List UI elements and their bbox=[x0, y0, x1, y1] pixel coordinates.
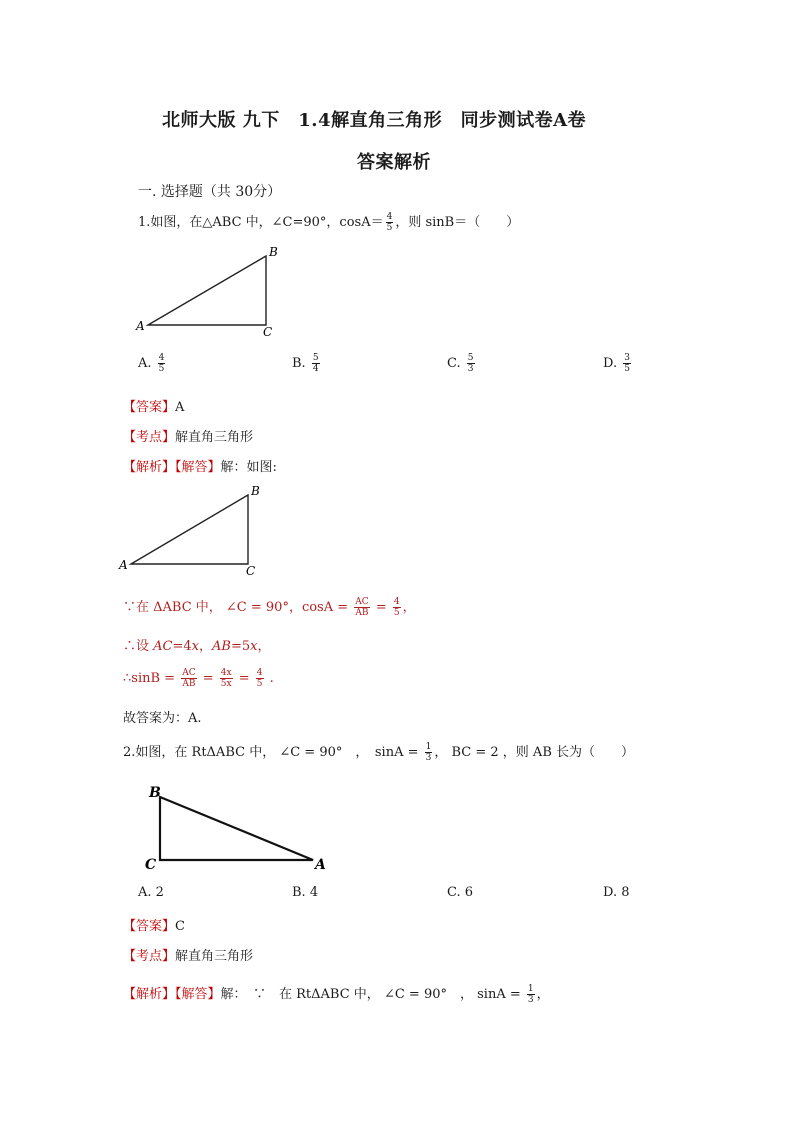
q2-option-c bbox=[447, 885, 473, 900]
q1-option-c-letter: C. bbox=[447, 356, 461, 371]
q1-line2-text-a: ∴设 bbox=[123, 639, 154, 654]
q1-stem-frac-num: 4 bbox=[386, 212, 393, 222]
q1-line2-text-d: =5 bbox=[230, 639, 251, 654]
q1-analysis-vertex-b: B bbox=[251, 484, 260, 498]
q2-vertex-b: B bbox=[149, 785, 161, 801]
q1-option-c-fraction bbox=[467, 353, 475, 374]
q1-option-a-fraction bbox=[158, 353, 166, 374]
q1-line1-frac1-den: AB bbox=[355, 608, 369, 618]
q2-option-c-letter: C. bbox=[447, 885, 461, 900]
q1-solution-line-3 bbox=[123, 668, 274, 689]
q2-option-a-letter: A. bbox=[138, 885, 152, 900]
q1-option-d-letter: D. bbox=[603, 356, 618, 371]
q1-analysis-triangle-figure bbox=[115, 482, 275, 582]
q1-option-b-fraction bbox=[312, 353, 320, 374]
q1-solution-line-2 bbox=[123, 635, 271, 654]
q1-line3-fraction-1 bbox=[181, 668, 196, 689]
q1-analysis-vertex-c: C bbox=[246, 564, 256, 578]
q1-line3-fraction-2 bbox=[220, 668, 233, 689]
q2-answer-tag: 【答案】 bbox=[123, 919, 176, 934]
q1-option-d bbox=[603, 353, 633, 374]
q1-line1-frac1-num: AC bbox=[355, 597, 369, 607]
q1-vertex-b: B bbox=[269, 245, 278, 259]
q1-line1-fraction-2 bbox=[393, 597, 401, 618]
document-title: 北师大版 九下 1.4解直角三角形 同步测试卷A卷 bbox=[162, 110, 587, 131]
q1-line3-end: . bbox=[269, 671, 274, 686]
q2-vertex-a: A bbox=[315, 857, 326, 873]
q1-option-c bbox=[447, 353, 477, 374]
q1-line1-frac2-den: 5 bbox=[393, 608, 400, 618]
q2-stem-fraction bbox=[425, 742, 433, 763]
q1-point-value: 解直角三角形 bbox=[175, 430, 254, 445]
document-subtitle: 答案解析 bbox=[357, 152, 431, 173]
q2-analysis-line bbox=[123, 983, 550, 1005]
q2-analysis-frac-num: 1 bbox=[527, 984, 534, 994]
q2-analysis-end: ， bbox=[536, 987, 550, 1002]
q1-line3-frac1-den: AB bbox=[182, 679, 196, 689]
q1-analysis-vertex-a: A bbox=[119, 558, 128, 572]
q2-stem-text-b: ， BC = 2 ，则 AB 长为（ ） bbox=[434, 745, 634, 760]
q1-answer-value: A bbox=[175, 400, 185, 415]
q2-option-d-letter: D. bbox=[603, 885, 618, 900]
q1-stem bbox=[138, 211, 519, 233]
q1-option-a-den: 5 bbox=[158, 364, 165, 374]
q2-option-a-value: 2 bbox=[155, 885, 164, 900]
q1-line3-frac3-num: 4 bbox=[256, 668, 263, 678]
q1-line2-ac: AC bbox=[153, 639, 173, 654]
q1-option-c-num: 5 bbox=[467, 353, 474, 363]
section-heading: 一. 选择题（共 30分） bbox=[138, 184, 282, 200]
q1-analysis-text: 解：如图: bbox=[220, 460, 277, 475]
q1-line3-fraction-3 bbox=[256, 668, 264, 689]
q2-option-b-letter: B. bbox=[292, 885, 306, 900]
q1-option-d-den: 5 bbox=[624, 364, 630, 374]
q1-answer-tag: 【答案】 bbox=[123, 400, 176, 415]
q1-option-b bbox=[292, 353, 322, 374]
q1-solution-line-1 bbox=[123, 596, 416, 618]
q2-point-tag: 【考点】 bbox=[123, 949, 176, 964]
q1-line1-frac2-num: 4 bbox=[393, 597, 400, 607]
q2-point-line bbox=[123, 945, 253, 964]
q2-analysis-fraction bbox=[527, 984, 535, 1005]
q1-option-a-letter: A. bbox=[138, 356, 152, 371]
q1-analysis-tag: 【解析】【解答】 bbox=[123, 460, 221, 475]
q2-stem-frac-num: 1 bbox=[425, 742, 432, 752]
q2-point-value: 解直角三角形 bbox=[175, 949, 254, 964]
q2-analysis-text: 解： ∵ 在 RtΔABC 中， ∠C = 90° ， sinA = bbox=[220, 987, 521, 1002]
q1-conclusion: 故答案为：A. bbox=[123, 711, 202, 726]
q1-line1-equals: = bbox=[375, 600, 387, 615]
q1-option-d-num: 3 bbox=[624, 353, 630, 363]
q2-analysis-tag: 【解析】【解答】 bbox=[123, 987, 221, 1002]
q1-line3-frac1-num: AC bbox=[182, 668, 196, 678]
q2-analysis-frac-den: 3 bbox=[527, 995, 534, 1005]
q1-line2-x2: x bbox=[250, 639, 258, 654]
q1-triangle-figure bbox=[130, 240, 290, 345]
q1-analysis-triangle-shape bbox=[131, 495, 248, 564]
q1-option-d-fraction bbox=[623, 353, 631, 374]
q2-answer-line bbox=[123, 915, 185, 934]
q1-line3-frac3-den: 5 bbox=[256, 679, 263, 689]
q2-triangle-figure bbox=[140, 778, 340, 878]
q1-line1-text: ∵在 ΔABC 中， ∠C = 90°，cosA = bbox=[123, 600, 349, 615]
q1-vertex-c: C bbox=[263, 325, 273, 339]
q1-option-b-den: 4 bbox=[312, 364, 319, 374]
q1-line3-equals-2: = bbox=[238, 671, 250, 686]
q1-line2-ab: AB bbox=[212, 639, 231, 654]
q1-option-a-num: 4 bbox=[158, 353, 165, 363]
q2-option-a bbox=[138, 885, 164, 900]
q1-answer-line bbox=[123, 396, 184, 415]
q1-line3-frac2-num: 4x bbox=[220, 668, 232, 678]
q1-line3-text: ∴sinB = bbox=[123, 671, 176, 686]
q2-option-b-value: 4 bbox=[309, 885, 319, 900]
q2-stem-frac-den: 3 bbox=[425, 753, 432, 763]
q1-analysis-line bbox=[123, 456, 277, 475]
q1-line2-text-c: ， bbox=[199, 639, 213, 654]
q1-option-a bbox=[138, 353, 167, 374]
q1-stem-fraction bbox=[386, 212, 394, 233]
q1-line3-equals-1: = bbox=[202, 671, 214, 686]
q1-line2-x1: x bbox=[191, 639, 199, 654]
q1-option-b-letter: B. bbox=[292, 356, 306, 371]
q2-stem bbox=[123, 741, 634, 763]
q1-vertex-a: A bbox=[136, 319, 145, 333]
q1-option-c-den: 3 bbox=[467, 364, 474, 374]
q2-answer-value: C bbox=[175, 919, 185, 934]
q1-line2-text-e: ， bbox=[257, 639, 271, 654]
q1-point-tag: 【考点】 bbox=[123, 430, 176, 445]
q2-option-d-value: 8 bbox=[621, 885, 630, 900]
q1-option-b-num: 5 bbox=[312, 353, 319, 363]
q2-option-c-value: 6 bbox=[464, 885, 474, 900]
q1-stem-text-a: 1.如图，在△ABC 中，∠C=90°，cosA＝ bbox=[138, 215, 384, 230]
q2-vertex-c: C bbox=[145, 857, 157, 873]
q1-line2-text-b: =4 bbox=[172, 639, 192, 654]
q1-line1-fraction-1 bbox=[354, 597, 369, 618]
q1-stem-text-b: ，则 sinB＝（ ） bbox=[395, 215, 520, 230]
q2-option-b bbox=[292, 885, 318, 900]
q1-point-line bbox=[123, 426, 253, 445]
q2-stem-text-a: 2.如图，在 RtΔABC 中， ∠C = 90° ， sinA = bbox=[123, 745, 419, 760]
q1-line3-frac2-den: 5x bbox=[220, 679, 232, 689]
q2-triangle-shape bbox=[160, 797, 313, 860]
q1-line1-end: ， bbox=[402, 600, 416, 615]
q1-triangle-shape bbox=[148, 256, 266, 325]
q2-option-d bbox=[603, 885, 630, 900]
q1-stem-frac-den: 5 bbox=[386, 223, 393, 233]
